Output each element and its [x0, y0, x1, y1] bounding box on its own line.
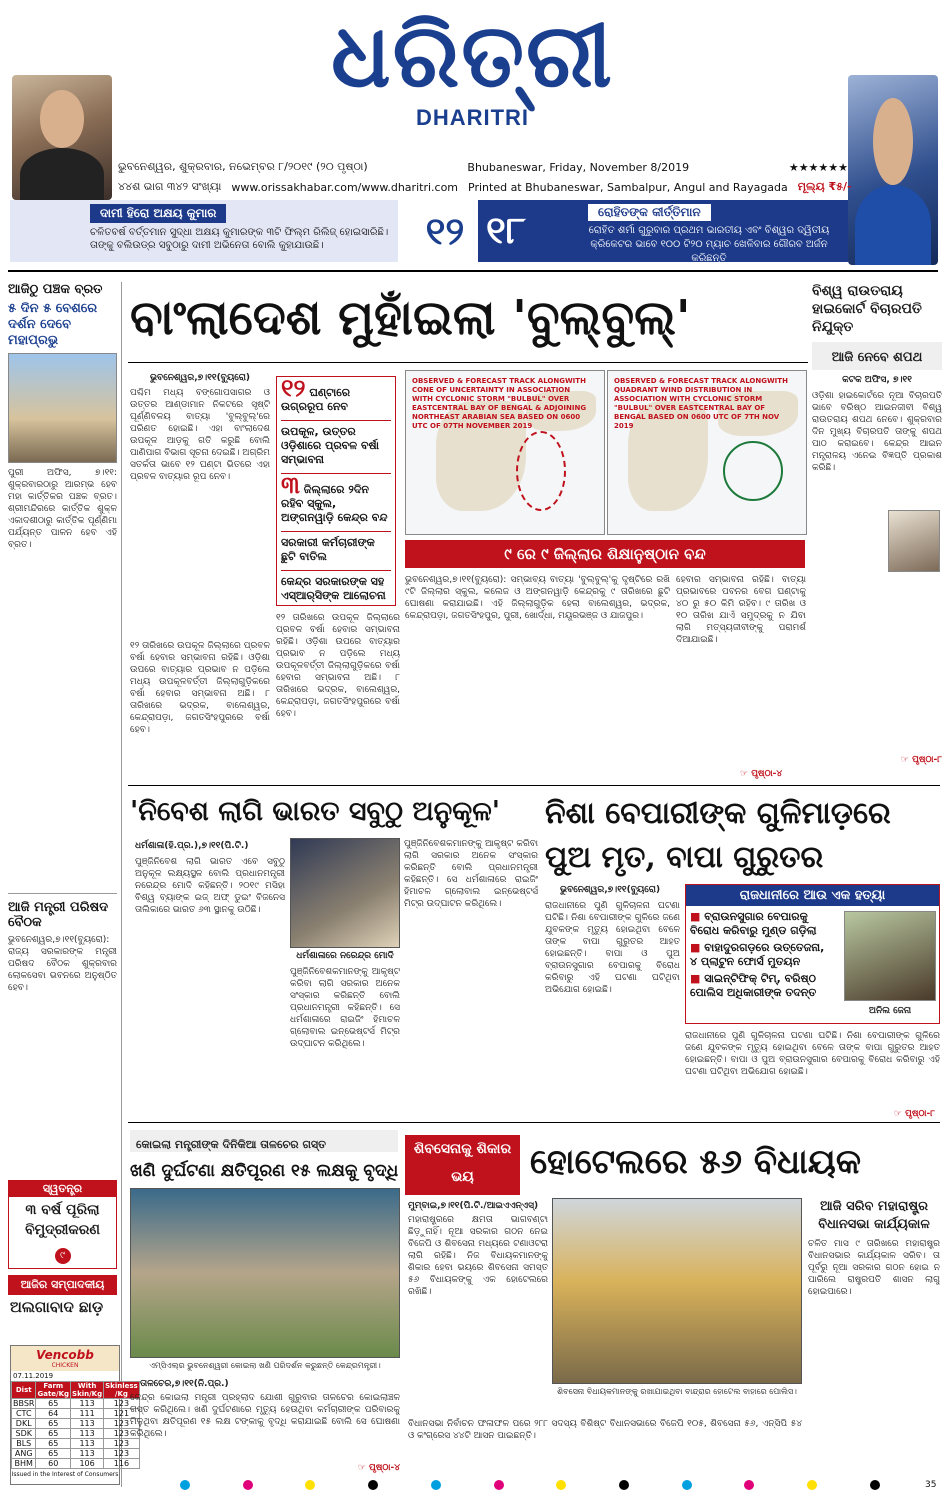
editorial-title: ଅଲଗାବାଦ ଛାଡ଼ — [10, 1298, 104, 1316]
lead-see-page[interactable]: ☞ ପୃଷ୍ଠା-୪ — [740, 769, 783, 779]
modi-body-3: ପୁଞ୍ଜିନିବେଶକମାନଙ୍କୁ ଆକୃଷ୍ଟ କରିବା ଲାଗି ସରକାର ଅନେକ ସଂସ୍କାର କରିଛନ୍ତି ବୋଲି ପ୍ରଧାନମନ୍ତ୍ରୀ କହିଛନ୍ତି। ସେ ଧର୍ମଶାଳାରେ ରାଇଜିଂ ହିମାଚଳ ଗ୍ଲୋବାଲ ଇନ୍‌ଭେଷ୍ଟର୍ସ ମିଟ୍‌ର ଉଦ୍‌ଘାଟନ କରିଥିଲେ। — [404, 839, 538, 909]
left-column — [8, 282, 122, 1487]
fact-3-number: ୩ — [281, 471, 300, 499]
cabinet-kicker[interactable]: ଆଜି ମନ୍ତ୍ରୀ ପରିଷଦ ବୈଠକ — [8, 900, 109, 930]
table-cell: 60 — [36, 1459, 71, 1469]
vencobb-table — [11, 1381, 140, 1469]
crime-point-3: ■ ସାଇନ୍‌ଟିଫିକ୍ ଟିମ୍, ବରିଷ୍ଠ ପୋଲିସ ଅଧିକାରୀଙ୍କ ତଦନ୍ତ — [690, 972, 832, 1000]
table-cell: 123 — [104, 1429, 140, 1439]
table-cell: BBSR — [13, 1399, 35, 1408]
fact-1-number: ୧୨ — [281, 374, 306, 402]
table-row — [12, 1399, 140, 1409]
modi-dateline: ଧର୍ମଶାଳା(ହି.ପ୍ର.),୭।୧୧(ପି.ଟି.) — [135, 841, 249, 851]
left-kicker: ଆଜିଠୁ ପଞ୍ଚକ ବ୍ରତ — [8, 282, 103, 297]
table-cell: 123 — [104, 1449, 140, 1459]
crime-points — [686, 906, 836, 1007]
table-cell: 65 — [36, 1429, 71, 1439]
lead-dateline: ଭୁବନେଶ୍ୱର,୭।୧୧(ବ୍ୟୁରୋ) — [149, 373, 251, 383]
vencobb-header-3: Skinless /Kg — [105, 1382, 138, 1398]
table-cell: 116 — [104, 1459, 140, 1469]
crime-point-2: ■ ବାହାଦୁରଗଡ଼ରେ ଉତ୍ତେଜନା, ୪ ପ୍ଲାଟୁନ ଫୋର୍ସ ମୁତୟନ — [690, 941, 832, 969]
promo-akshay-title: ଦାମୀ ହିରୋ ଅକ୍ଷୟ କୁମାର — [90, 204, 226, 223]
table-row — [12, 1449, 140, 1459]
coal-body: କେନ୍ଦ୍ର କୋଇଲା ମନ୍ତ୍ରୀ ପ୍ରହ୍ଲାଦ ଯୋଶୀ ଗୁରୁବାର ତାଳଚେର କୋଇଲାଞ୍ଚଳ ଗସ୍ତ କରିଥିଲେ। ଖଣି ଦୁର୍ଘଟଣାରେ ମୃତ୍ୟୁ ହେଉଥିବା କର୍ମଚାରୀଙ୍କ ପରିବାରକୁ ମିଳୁଥିବା କ୍ଷତିପୂରଣ ୧୫ ଲକ୍ଷ ଟଙ୍କାକୁ ବୃଦ୍ଧି କରାଯାଇଛି ବୋଲି ସେ ଘୋଷଣା କରିଥିଲେ। — [130, 1393, 400, 1439]
left-body: ପୁରୀ ଅଫିସ, ୭।୧୧: ଶୁକ୍ରବାରଠାରୁ ଆରମ୍ଭ ହେବ ମହା କାର୍ତ୍ତିକର ପଞ୍ଚକ ବ୍ରତ। ଶ୍ରୀମନ୍ଦିରରେ କାର୍ତ୍ତିକ ଶୁକ୍ଳ ଏକାଦଶୀଠାରୁ କାର୍ତ୍ତିକ ପୂର୍ଣ୍ଣିମା ପର୍ଯ୍ୟନ୍ତ ପାଳନ ହେବ ଏହି ବ୍ରତ। — [8, 468, 117, 550]
judge-subtitle: ଆଜି ନେବେ ଶପଥ — [831, 350, 923, 365]
table-row — [12, 1419, 140, 1429]
crime-body-2: ରାଜଧାନୀରେ ପୁଣି ଗୁଳିଚାଳନା ଘଟଣା ଘଟିଛି। ନିଶା ବେପାରୀଙ୍କ ଗୁଳିରେ ଜଣେ ଯୁବକଙ୍କ ମୃତ୍ୟୁ ହୋଇଥିବା ବେଳେ ତାଙ୍କ ବାପା ଗୁରୁତର ଆହତ ହୋଇଛନ୍ତି। ବାପା ଓ ପୁଅ ବ୍ରାଉନସୁଗାର ବେପାରକୁ ବିରୋଧ କରିବାରୁ ଏହି ଘଟଣା ଘଟିଥିବା ଅଭିଯୋଗ ହୋଇଛି। — [685, 1031, 940, 1077]
table-cell: 106 — [71, 1459, 104, 1469]
dateline-bar — [118, 158, 848, 176]
masthead-divider — [8, 270, 938, 272]
crime-see-page[interactable]: ☞ ପୃଷ୍ଠା-୮ — [893, 1109, 935, 1119]
fact-4: ସରକାରୀ କର୍ମଚାରୀଙ୍କ ଛୁଟି ବାତିଲ — [281, 531, 391, 564]
hotel-police-photo — [552, 1198, 802, 1384]
promo-page-number-left: ୧୨ — [425, 208, 465, 253]
promo-akshay[interactable] — [10, 200, 398, 262]
promo-rohit-text: ରୋହିତ ଶର୍ମା ଗୁରୁବାର ପ୍ରଥମ ଭାରତୀୟ ଏବଂ ବିଶ୍ୱର ଦ୍ୱିତୀୟ କ୍ରିକେଟର ଭାବେ ୧୦୦ ଟି୨୦ ମ୍ୟାଚ ଖେଳିବାର ଗୌରବ ଅର୍ଜନ କରିଛନ୍ତି — [588, 225, 830, 264]
hotel-body: ମହାରାଷ୍ଟ୍ରରେ କ୍ଷମତା ଭାଗବଣ୍ଟା ଛିଡ଼ୁନାହିଁ। ନୂଆ ସରକାର ଗଠନ ନେଇ ବିଜେପି ଓ ଶିବସେନା ମଧ୍ୟରେ ଟଣାଓଟରା ଲାଗି ରହିଛି। ନିଜ ବିଧାୟକମାନଙ୍କୁ ଶିକାର ହେବା ଭୟରେ ଶିବସେନା ସମସ୍ତ ୫୬ ବିଧାୟକଙ୍କୁ ଏକ ହୋଟେଲରେ ରଖିଛି। — [408, 1215, 548, 1297]
vencobb-footer: Issued in the Interest of Consumers — [11, 1471, 119, 1478]
crime-body: ରାଜଧାନୀରେ ପୁଣି ଗୁଳିଚାଳନା ଘଟଣା ଘଟିଛି। ନିଶା ବେପାରୀଙ୍କ ଗୁଳିରେ ଜଣେ ଯୁବକଙ୍କ ମୃତ୍ୟୁ ହୋଇଥିବା ବେଳେ ତାଙ୍କ ବାପା ଗୁରୁତର ଆହତ ହୋଇଛନ୍ତି। ବାପା ଓ ପୁଅ ବ୍ରାଉନସୁଗାର ବେପାରକୁ ବିରୋଧ କରିବାରୁ ଏହି ଘଟଣା ଘଟିଥିବା ଅଭିଯୋଗ ହୋଇଛି। — [545, 901, 680, 995]
fact-3 — [281, 473, 391, 525]
cyclone-track-map-right — [607, 370, 807, 535]
coal-mine-photo — [130, 1188, 400, 1358]
judge-see-page[interactable]: ☞ ପୃଷ୍ଠା-୮ — [900, 755, 942, 765]
modi-body: ପୁଞ୍ଜିନିବେଶ ଲାଗି ଭାରତ ଏବେ ସବୁଠୁ ଅନୁକୂଳ ଲକ୍ଷ୍ୟସ୍ଥଳ ବୋଲି ପ୍ରଧାନମନ୍ତ୍ରୀ ନରେନ୍ଦ୍ର ମୋଦି କହିଛନ୍ତି। ୨୦୧୯ ମସିହା ବିଶ୍ୱ ବ୍ୟାଙ୍କ ଇଜ୍ ଅଫ୍ ଡୁଇଂ ବିଜନେସ ତାଲିକାରେ ଭାରତ ୬୩ ସ୍ଥାନକୁ ଉଠିଛି। — [135, 857, 285, 915]
schools-story-body: ଭୁବନେଶ୍ୱର,୭।୧୧(ବ୍ୟୁରୋ): ସମ୍ଭାବ୍ୟ ବାତ୍ୟା 'ବୁଲ୍‌ବୁଲ୍'କୁ ଦୃଷ୍ଟିରେ ରଖି ୯ଟି ଜିଲ୍ଲାର ସ୍କୁଲ, କଲେଜ ଓ ଅଙ୍ଗନୱାଡ଼ି କେନ୍ଦ୍ରକୁ ୯ ତାରିଖରେ ଛୁଟି ଘୋଷଣା କରାଯାଇଛି। ଏହି ଜିଲ୍ଲାଗୁଡ଼ିକ ହେଲା ବାଲେଶ୍ୱର, ଭଦ୍ରକ, କେନ୍ଦ୍ରାପଡ଼ା, ଜଗତସିଂହପୁର, ପୁରୀ, ଖୋର୍ଦ୍ଧା, ମୟୂରଭଞ୍ଜ ଓ ଯାଜପୁର। — [405, 575, 670, 621]
rating-stars: ★★★★★★ — [788, 160, 848, 174]
newspaper-logo — [300, 5, 645, 137]
table-cell: 113 — [71, 1419, 104, 1429]
table-cell: DKL — [12, 1419, 36, 1429]
printed-at: Printed at Bhubaneswar, Sambalpur, Angul and Rayagada — [468, 180, 788, 194]
left-headline[interactable]: ୫ ଦିନ ୫ ବେଶରେ ଦର୍ଶନ ଦେବେ ମହାପ୍ରଭୁ — [8, 301, 98, 348]
assembly-term-box — [808, 1198, 940, 1474]
crime-headline[interactable]: ନିଶା ବେପାରୀଙ୍କ ଗୁଳିମାଡ଼ରେ ପୁଅ ମୃତ, ବାପା ଗୁରୁତର — [545, 796, 891, 875]
fact-2: ଉପକୂଳ, ଉତ୍ତର ଓଡ଼ିଶାରେ ପ୍ରବଳ ବର୍ଷା ସମ୍ଭାବନା — [281, 420, 391, 467]
table-cell: 123 — [104, 1419, 140, 1429]
fact-5: କେନ୍ଦ୍ର ସରକାରଙ୍କ ସହ ଏସ୍‌ଆର୍‌ସିଙ୍କ ଆଲୋଚନା — [281, 570, 391, 603]
hotel-body-2: ବିଧାନସଭା ନିର୍ବାଚନ ଫଳାଫଳ ପରେ ୨୮୮ ସଦସ୍ୟ ବିଶିଷ୍ଟ ବିଧାନସଭାରେ ବିଜେପି ୧୦୫, ଶିବସେନା ୫୬, ଏନ୍‌ସିପି ୫୪ ଓ କଂଗ୍ରେସ ୪୪ଟି ଆସନ ପାଇଛନ୍ତି। — [408, 1419, 802, 1441]
lead-body-continued: ୧୨ ତାରିଖରେ ଉପକୂଳ ଜିଲ୍ଲାରେ ପ୍ରବଳ ବର୍ଷା ହେବାର ସମ୍ଭାବନା ରହିଛି। ଓଡ଼ିଶା ଉପରେ ବାତ୍ୟାର ପ୍ରଭାବ ନ ପଡ଼ିଲେ ମଧ୍ୟ ଉପକୂଳବର୍ତ୍ତୀ ଜିଲ୍ଲାଗୁଡ଼ିକରେ ବର୍ଷା ହେବାର ସମ୍ଭାବନା ଅଛି। ୮ ତାରିଖରେ ଭଦ୍ରକ, ବାଲେଶ୍ୱର, କେନ୍ଦ୍ରାପଡ଼ା, ଜଗତସିଂହପୁରରେ ବର୍ଷା ହେବ। — [276, 613, 400, 719]
table-cell: 113 — [71, 1449, 104, 1459]
table-cell: 123 — [104, 1439, 140, 1449]
coal-dateline: ତାଳଚେର,୭।୧୧(ନି.ପ୍ର.) — [140, 1379, 229, 1389]
table-cell: 65 — [36, 1399, 71, 1409]
right-column — [812, 282, 942, 766]
vencobb-header-2: With Skin/Kg — [72, 1382, 103, 1398]
promo-page-number-right: ୧୮ — [486, 208, 526, 252]
schools-closed-banner[interactable]: ୯ ରେ ୯ ଜିଲ୍ଲାର ଶିକ୍ଷାନୁଷ୍ଠାନ ବନ୍ଦ — [405, 540, 805, 568]
hotel-photo-caption: ଶିବସେନା ବିଧାୟକମାନଙ୍କୁ ରଖାଯାଇଥିବା ବାନ୍ଦ୍ରାର ହୋଟେଲ ବାହାରେ ପୋଲିସ। — [557, 1387, 797, 1396]
promo-akshay-text: ଚଳିତବର୍ଷ ବର୍ତ୍ତମାନ ସୁଦ୍ଧା ଅକ୍ଷୟ କୁମାରଙ୍କ ୩ଟି ଫିଲ୍ମ ରିଲିଜ୍ ହୋଇସାରିଛି। ତାଙ୍କୁ ବଲିଉଡ୍‌ର ସବୁଠାରୁ ଦାମୀ ଅଭିନେତା ବୋଲି କୁହାଯାଉଛି। — [90, 227, 389, 251]
table-cell: 65 — [36, 1449, 71, 1459]
editorial-label: ଆଜିର ସମ୍ପାଦକୀୟ — [8, 1275, 117, 1295]
vencobb-logo: Vencobb — [36, 1348, 94, 1362]
table-cell: 123 — [104, 1399, 140, 1409]
bulbul-facts-box — [276, 376, 396, 606]
bulbul-continued-body: ହେବାର ସମ୍ଭାବନା ରହିଛି। ବାତ୍ୟା ପ୍ରଭାବରେ ପବନର ବେଗ ଘଣ୍ଟାକୁ ୪୦ ରୁ ୫୦ କିମି ରହିବ। ୯ ତାରିଖ ଓ ୧୦ ତାରିଖ ଯାଏଁ ସମୁଦ୍ରକୁ ନ ଯିବା ଲାଗି ମତ୍ସ୍ୟଜୀବୀଙ୍କୁ ପରାମର୍ଶ ଦିଆଯାଇଛି। — [676, 575, 806, 645]
table-cell: 64 — [36, 1409, 71, 1419]
lead-body: ପଶ୍ଚିମ ମଧ୍ୟ ବଙ୍ଗୋପସାଗର ଓ ଉତ୍ତର ଆଣ୍ଡାମାନ ନିକଟରେ ସୃଷ୍ଟି ଘୂର୍ଣ୍ଣିବଳୟ ବାତ୍ୟା 'ବୁଲ୍‌ବୁଲ୍'ରେ ପରିଣତ ହୋଇଛି। ଏହା ବାଂଲାଦେଶ ଉପକୂଳ ଆଡ଼କୁ ଗତି କରୁଛି ବୋଲି ପାଣିପାଗ ବିଭାଗ ସୂଚନା ଦେଇଛି। ଅଗ୍ରିମ ସତର୍କତା ଭାବେ ୧୨ ଘଣ୍ଟା ଭିତରେ ଏହା ପ୍ରବଳ ବାତ୍ୟାର ରୂପ ନେବ। — [130, 388, 270, 482]
assembly-term-title[interactable]: ଆଜି ସରିବ ମହାରାଷ୍ଟ୍ର ବିଧାନସଭା କାର୍ଯ୍ୟକାଳ — [818, 1199, 930, 1232]
lead-story-col1 — [130, 372, 270, 634]
lead-body-col1-bottom: ୧୨ ତାରିଖରେ ଉପକୂଳ ଜିଲ୍ଲାରେ ପ୍ରବଳ ବର୍ଷା ହେବାର ସମ୍ଭାବନା ରହିଛି। ଓଡ଼ିଶା ଉପରେ ବାତ୍ୟାର ପ୍ରଭାବ ନ ପଡ଼ିଲେ ମଧ୍ୟ ଉପକୂଳବର୍ତ୍ତୀ ଜିଲ୍ଲାଗୁଡ଼ିକରେ ବର୍ଷା ହେବାର ସମ୍ଭାବନା ଅଛି। ୮ ତାରିଖରେ ଭଦ୍ରକ, ବାଲେଶ୍ୱର, କେନ୍ଦ୍ରାପଡ଼ା, ଜଗତସିଂହପୁରରେ ବର୍ଷା ହେବ। — [130, 641, 270, 735]
section-divider-2 — [128, 1122, 940, 1123]
cabinet-body: ଭୁବନେଶ୍ୱର,୭।୧୧(ବ୍ୟୁରୋ): ରାଜ୍ୟ ସରକାରଙ୍କ ମନ୍ତ୍ରୀ ପରିଷଦ ବୈଠକ ଶୁକ୍ରବାର ଲୋକସେବା ଭବନରେ ଅନୁଷ୍ଠିତ ହେବ। — [8, 935, 117, 993]
lead-headline[interactable]: ବାଂଲାଦେଶ ମୁହାଁଇଲା 'ବୁଲ୍‌ବୁଲ୍' — [130, 290, 691, 346]
map-right-caption: OBSERVED & FORECAST TRACK ALONGWITH QUADRANT WIND DISTRIBUTION IN ASSOCIATION WITH CYCLONIC STORM "BULBUL" OVER EASTCENTRAL BAY OF BENGAL BASED ON 0600 UTC OF 7TH NOV 2019 — [614, 377, 788, 430]
capital-murder-box — [685, 884, 940, 1024]
dateline-odia: ଭୁବନେଶ୍ୱର, ଶୁକ୍ରବାର, ନଭେମ୍ବର ୮/୨୦୧୯ (୨୦ ପୃଷ୍ଠା) — [118, 160, 368, 173]
table-cell: 65 — [36, 1439, 71, 1449]
modi-headline[interactable]: 'ନିବେଶ ଲାଗି ଭାରତ ସବୁଠୁ ଅନୁକୂଳ' — [130, 796, 500, 827]
victim-photo-caption: ଅନିଲ ଜେନା — [868, 1006, 912, 1016]
special-title: ୩ ବର୍ଷ ପୂରିଲା ବିମୁଦ୍ରୀକରଣ — [25, 1202, 100, 1238]
vencobb-header-0: Dist — [12, 1382, 36, 1399]
table-cell: BHM — [12, 1459, 36, 1469]
editorial-box[interactable] — [8, 1275, 117, 1319]
rohit-sharma-photo — [848, 75, 938, 265]
fact-1-text: ଘଣ୍ଟାରେ ଉଗ୍ରରୂପ ନେବ — [281, 386, 351, 413]
page-number: 35 — [925, 1480, 937, 1490]
hotel-dateline: ମୁମ୍ବାଇ,୭।୧୧(ପି.ଟି./ଆଇଏଏନ୍‌ଏସ୍) — [408, 1201, 539, 1211]
vencobb-date: 07.11.2019 — [13, 1372, 54, 1380]
promo-rohit-title: ରୋହିତଙ୍କ କୀର୍ତ୍ତିମାନ — [588, 204, 711, 221]
crime-box-title: ରାଜଧାନୀରେ ଆଉ ଏକ ହତ୍ୟା — [686, 885, 939, 906]
special-label: ସ୍ୱତନ୍ତ୍ର — [9, 1181, 116, 1197]
table-cell: BLS — [12, 1439, 36, 1449]
coal-photo-caption: ଏମ୍‌ସିଏଲ୍‌ର ଭୁବନେଶ୍ୱରୀ କୋଇଲା ଖଣି ପରିଦର୍ଶନ କରୁଛନ୍ତି କେନ୍ଦ୍ରମନ୍ତ୍ରୀ। — [149, 1361, 381, 1370]
coal-see-page[interactable]: ☞ ପୃଷ୍ଠା-୪ — [357, 1463, 400, 1473]
special-box[interactable] — [8, 1180, 117, 1269]
table-cell: 65 — [36, 1419, 71, 1429]
info-bar — [118, 178, 878, 196]
cyclone-track-map-left — [405, 370, 605, 535]
table-cell: 121 — [104, 1409, 140, 1419]
table-cell: 113 — [71, 1399, 104, 1409]
modi-photo — [290, 838, 400, 948]
judge-headline[interactable]: ବିଶ୍ୱ ରାଉତରାୟ ହାଇକୋର୍ଟ ବିଚାରପତି ନିଯୁକ୍ତ — [812, 283, 922, 335]
table-cell: ANG — [12, 1449, 36, 1459]
shiv-sena-banner[interactable]: ଶିବସେନାକୁ ଶିକାର ଭୟ — [405, 1135, 520, 1195]
vencobb-subtitle: CHICKEN — [51, 1362, 79, 1369]
logo-odia: ଧରିତ୍ରୀ — [331, 3, 614, 107]
special-page: ୯ — [55, 1248, 71, 1264]
judge-body: ଓଡ଼ିଶା ହାଇକୋର୍ଟରେ ନୂଆ ବିଚାରପତି ଭାବେ ବରିଷ୍ଠ ଆଇନଜୀବୀ ବିଶ୍ୱ ରାଉତରାୟ ଶପଥ ନେବେ। ଶୁକ୍ରବାର ଦିନ ମୁଖ୍ୟ ବିଚାରପତି ତାଙ୍କୁ ଶପଥ ପାଠ କରାଇବେ। କେନ୍ଦ୍ର ଆଇନ ମନ୍ତ୍ରାଳୟ ଏନେଇ ବିଜ୍ଞପ୍ତି ପ୍ରକାଶ କରିଛି। — [812, 391, 942, 473]
logo-latin: DHARITRI — [415, 105, 530, 130]
promo-rohit[interactable] — [478, 200, 848, 262]
coal-headline[interactable]: ଖଣି ଦୁର୍ଘଟଣା କ୍ଷତିପୂରଣ ୧୫ ଲକ୍ଷକୁ ବୃଦ୍ଧି — [130, 1161, 399, 1181]
akshay-kumar-photo — [12, 75, 112, 200]
table-cell: SDK — [12, 1429, 36, 1439]
coal-kicker-box — [130, 1130, 398, 1152]
website-link[interactable]: www.orissakhabar.com/www.dharitri.com — [231, 180, 459, 194]
table-row — [12, 1459, 140, 1469]
judge-photo — [888, 510, 940, 572]
table-row — [12, 1429, 140, 1439]
dateline-english: Bhubaneswar, Friday, November 8/2019 — [467, 160, 690, 174]
table-row — [12, 1409, 140, 1419]
table-cell: 113 — [71, 1429, 104, 1439]
section-divider-1 — [128, 785, 940, 786]
table-cell: CTC — [12, 1409, 36, 1419]
price-label: ମୂଲ୍ୟ ₹୫/- — [797, 180, 852, 193]
crime-dateline: ଭୁବନେଶ୍ୱର,୭।୧୧(ବ୍ୟୁରୋ) — [560, 885, 661, 895]
assembly-term-body: ଚଳିତ ମାସ ୯ ତାରିଖରେ ମହାରାଷ୍ଟ୍ର ବିଧାନସଭାର କାର୍ଯ୍ୟକାଳ ସରିବ। ତା ପୂର୍ବରୁ ନୂଆ ସରକାର ଗଠନ ହୋଇ ନ ପାରିଲେ ରାଷ୍ଟ୍ରପତି ଶାସନ ଲାଗୁ ହୋଇପାରେ। — [808, 1239, 940, 1297]
table-row — [12, 1439, 140, 1449]
coal-kicker: କୋଇଲା ମନ୍ତ୍ରୀଙ୍କ ଦିନିକିଆ ତାଳଚେର ଗସ୍ତ — [136, 1138, 326, 1151]
hotel-headline[interactable]: ହୋଟେଲରେ ୫୬ ବିଧାୟକ — [530, 1142, 861, 1182]
edition-number: ୪୪ଶ ଭାଗ ୩୪୨ ସଂଖ୍ୟା — [118, 180, 222, 193]
fact-1 — [281, 374, 391, 414]
vencobb-price-table — [10, 1345, 138, 1485]
temple-photo — [8, 353, 117, 463]
judge-dateline: କଟକ ଅଫିସ, ୭।୧୧ — [842, 375, 912, 385]
modi-photo-caption: ଧର୍ମଶାଳାରେ ନରେନ୍ଦ୍ର ମୋଦି — [296, 951, 394, 961]
vencobb-header-1: Farm Gate/Kg — [37, 1382, 70, 1398]
crime-point-1: ■ ବ୍ରାଉନସୁଗାର ବେପାରକୁ ବିରୋଧ କରିବାରୁ ମୁଣ୍ଡ ଗଡ଼ିଲା — [690, 910, 832, 938]
table-cell: 113 — [71, 1439, 104, 1449]
registration-marks — [180, 1480, 880, 1490]
modi-body-2: ପୁଞ୍ଜିନିବେଶକମାନଙ୍କୁ ଆକୃଷ୍ଟ କରିବା ଲାଗି ସରକାର ଅନେକ ସଂସ୍କାର କରିଛନ୍ତି ବୋଲି ପ୍ରଧାନମନ୍ତ୍ରୀ କହିଛନ୍ତି। ସେ ଧର୍ମଶାଳାରେ ରାଇଜିଂ ହିମାଚଳ ଗ୍ଲୋବାଲ ଇନ୍‌ଭେଷ୍ଟର୍ସ ମିଟ୍‌ର ଉଦ୍‌ଘାଟନ କରିଥିଲେ। — [290, 967, 400, 1049]
lead-underline — [128, 362, 808, 363]
map-left-caption: OBSERVED & FORECAST TRACK ALONGWITH CONE OF UNCERTAINTY IN ASSOCIATION WITH CYCLONIC STORM "BULBUL" OVER EASTCENTRAL BAY OF BENGAL & ADJOINING NORTHEAST ARABIAN SEA BASED ON 0600 UTC OF 07TH NOVEMBER 2019 — [412, 377, 587, 430]
judge-subtitle-box — [812, 342, 942, 370]
fact-3-text: ଜିଲ୍ଲାରେ ୨ଦିନ ରହିବ ସ୍କୁଲ, ଅଙ୍ଗନୱାଡ଼ି କେନ୍ଦ୍ର ବନ୍ଦ — [281, 483, 388, 524]
table-cell: 111 — [71, 1409, 104, 1419]
victim-photo — [844, 911, 936, 1001]
